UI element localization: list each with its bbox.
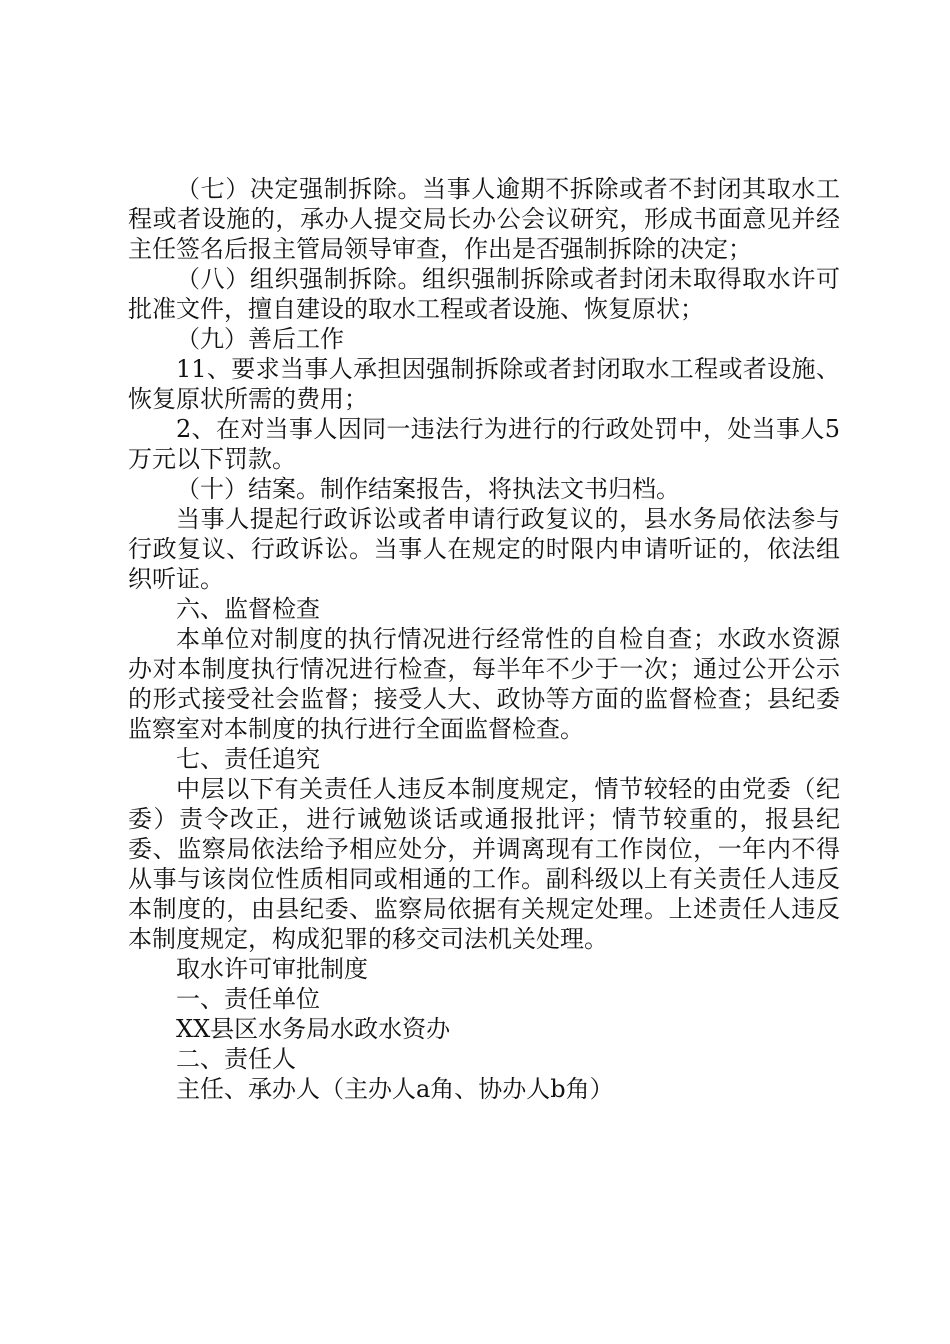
section-heading-responsible-person: 二、责任人 — [176, 1045, 296, 1073]
section-heading-accountability: 七、责任追究 — [176, 745, 320, 773]
document-body — [128, 174, 840, 1104]
responsible-persons: 主任、承办人（主办人a角、协办人b角） — [176, 1075, 614, 1103]
paragraph-accountability: 中层以下有关责任人违反本制度规定，情节较轻的由党委（纪委）责令改正，进行诫勉谈话或通报批评；情节较重的，报县纪委、监察局依法给予相应处分，并调离现有工作岗位，一年内不得从事与该岗位性质相同或相通的工作。副科级以上有关责任人违反本制度的，由县纪委、监察局依据有关规定处理。上述责任人违反本制度规定，构成犯罪的移交司法机关处理。 — [128, 775, 840, 953]
responsible-unit-name: XX县区水务局水政水资办 — [176, 1015, 451, 1043]
paragraph-supervision: 本单位对制度的执行情况进行经常性的自检自查；水政水资源办对本制度执行情况进行检查，每半年不少于一次；通过公开公示的形式接受社会监督；接受人大、政协等方面的监督检查；县纪委监察室对本制度的执行进行全面监督检查。 — [128, 625, 840, 743]
paragraph-aftermath-item-1: 11、要求当事人承担因强制拆除或者封闭取水工程或者设施、恢复原状所需的费用； — [128, 355, 840, 413]
document-title-water-permit: 取水许可审批制度 — [176, 955, 368, 983]
paragraph-close-case: （十）结案。制作结案报告，将执法文书归档。 — [176, 475, 680, 503]
paragraph-decide-demolition: （七）决定强制拆除。当事人逾期不拆除或者不封闭其取水工程或者设施的，承办人提交局长办公会议研究，形成书面意见并经主任签名后报主管局领导审查，作出是否强制拆除的决定； — [128, 175, 840, 263]
paragraph-aftermath-heading: （九）善后工作 — [176, 325, 344, 353]
paragraph-aftermath-item-2: 2、在对当事人因同一违法行为进行的行政处罚中，处当事人5万元以下罚款。 — [128, 415, 840, 473]
paragraph-review-litigation: 当事人提起行政诉讼或者申请行政复议的，县水务局依法参与行政复议、行政诉讼。当事人在规定的时限内申请听证的，依法组织听证。 — [128, 505, 840, 593]
section-heading-responsible-unit: 一、责任单位 — [176, 985, 320, 1013]
section-heading-supervision: 六、监督检查 — [176, 595, 320, 623]
paragraph-organize-demolition: （八）组织强制拆除。组织强制拆除或者封闭未取得取水许可批准文件，擅自建设的取水工程或者设施、恢复原状； — [128, 265, 840, 323]
